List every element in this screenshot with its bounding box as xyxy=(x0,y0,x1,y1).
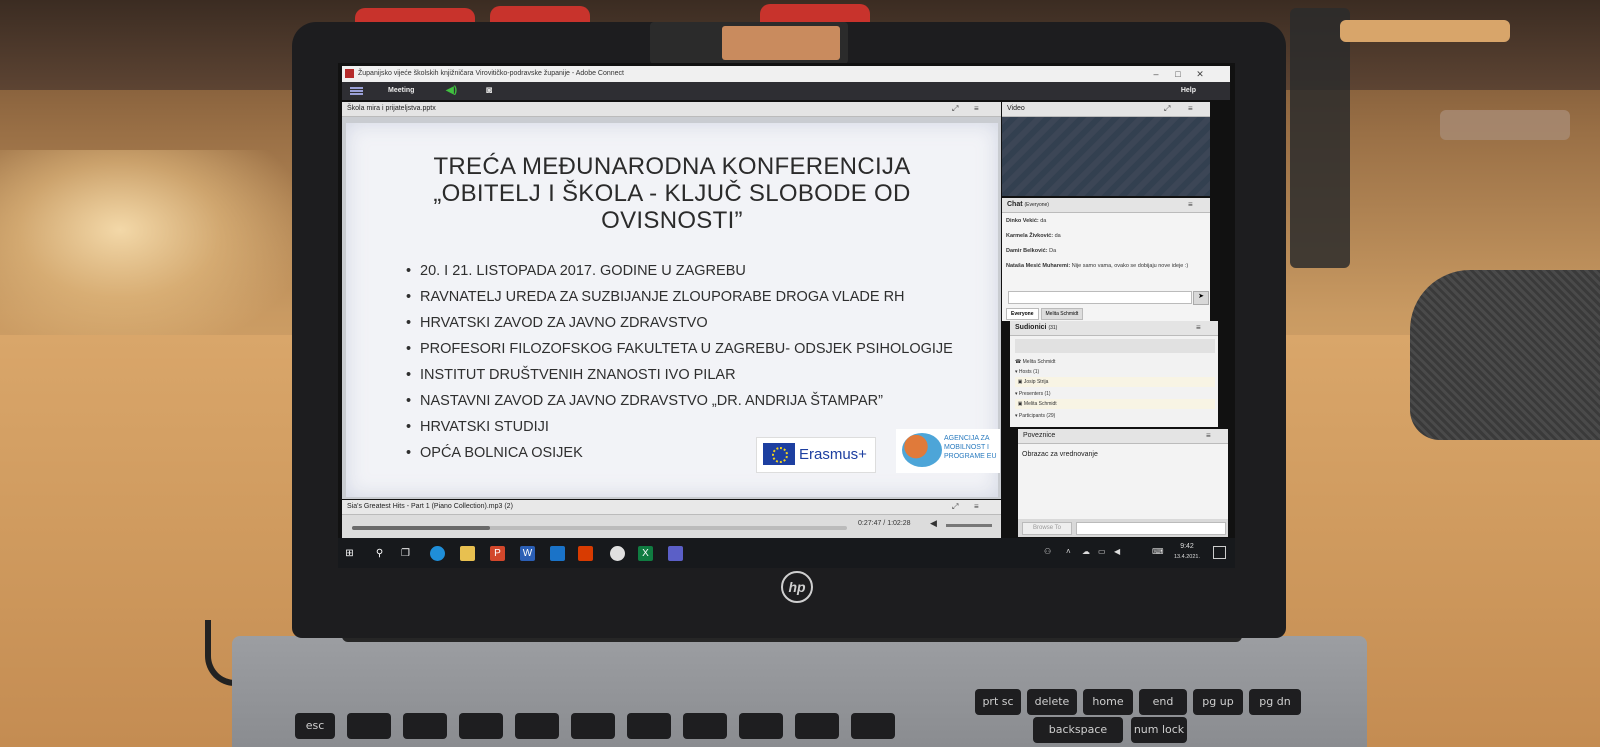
links-pod xyxy=(1018,429,1228,519)
key-pg-up[interactable]: pg up xyxy=(1193,689,1243,715)
tab-private-chat[interactable]: Melita Schmidt xyxy=(1041,308,1084,320)
hamburger-menu-icon[interactable] xyxy=(350,87,363,89)
key-home[interactable]: home xyxy=(1083,689,1133,715)
pod-menu-icon[interactable]: ≡ xyxy=(1188,104,1193,113)
key-backspace[interactable]: backspace xyxy=(1033,717,1123,743)
fullscreen-icon[interactable]: ⤢ xyxy=(952,502,959,511)
floor-light xyxy=(0,150,300,350)
screen xyxy=(338,63,1235,568)
video-pod-header xyxy=(1002,102,1210,117)
list-item: • OPĆA BOLNICA OSIJEK xyxy=(406,445,583,461)
video-area xyxy=(1002,117,1210,196)
edge-icon[interactable] xyxy=(430,546,445,561)
chat-message: Damir Belković: Da xyxy=(1006,248,1057,254)
list-item: • RAVNATELJ UREDA ZA SUZBIJANJE ZLOUPORABE DROGA VLADE RH xyxy=(406,289,905,305)
speaker-icon[interactable]: ◀) xyxy=(446,85,458,96)
teams-icon[interactable] xyxy=(668,546,683,561)
share-pod-header xyxy=(342,102,1001,117)
links-pod-footer xyxy=(1018,519,1228,537)
chevron-up-icon[interactable]: ˄ xyxy=(1066,547,1071,556)
chat-message: Dinko Vekić: da xyxy=(1006,218,1047,224)
volume-icon[interactable]: ◀ xyxy=(930,518,937,528)
list-item: • HRVATSKI STUDIJI xyxy=(406,419,549,435)
chat-tabs xyxy=(1006,308,1085,320)
attendee-group-hosts[interactable]: ▾ Hosts (1) xyxy=(1015,369,1040,375)
meeting-menu[interactable]: Meeting xyxy=(388,87,415,94)
pod-menu-icon[interactable]: ≡ xyxy=(974,502,979,511)
chat-input[interactable] xyxy=(1008,291,1192,304)
erasmus-text: Erasmus+ xyxy=(799,446,867,463)
chat-pod-header xyxy=(1002,198,1210,213)
powerpoint-icon[interactable]: P xyxy=(490,546,505,561)
list-item: • 20. I 21. LISTOPADA 2017. GODINE U ZAGREBU xyxy=(406,263,746,279)
office-icon[interactable] xyxy=(578,546,593,561)
close-button[interactable]: ✕ xyxy=(1196,69,1204,79)
webcam-cover xyxy=(650,22,848,64)
ampeu-logo: AGENCIJA ZA MOBILNOST I PROGRAME EU xyxy=(896,429,1000,473)
file-explorer-icon[interactable] xyxy=(460,546,475,561)
excel-icon[interactable]: X xyxy=(638,546,653,561)
help-menu[interactable]: Help xyxy=(1180,87,1196,94)
key-prt-sc[interactable]: prt sc xyxy=(975,689,1021,715)
media-pod xyxy=(342,500,1001,540)
attendees-pod-header xyxy=(1010,321,1218,336)
window-title: Županijsko vijeće školskih knjižničara Virovitičko-podravske županije - Adobe Connect xyxy=(358,70,625,77)
chat-pod xyxy=(1002,198,1210,321)
background-chair xyxy=(1290,8,1350,268)
key[interactable] xyxy=(515,713,559,739)
app-icon xyxy=(345,69,354,78)
chat-send-button[interactable]: ➤ xyxy=(1193,291,1209,305)
fullscreen-icon[interactable]: ⤢ xyxy=(952,104,959,113)
word-icon[interactable]: W xyxy=(520,546,535,561)
links-pod-title: Poveznice xyxy=(1023,432,1056,439)
key[interactable] xyxy=(795,713,839,739)
browse-to-button[interactable]: Browse To xyxy=(1022,522,1072,535)
share-pod xyxy=(342,102,1001,499)
eu-flag-icon xyxy=(763,443,795,465)
keyboard-icon[interactable]: ⌨ xyxy=(1152,547,1164,556)
cloud-icon[interactable]: ☁ xyxy=(1082,547,1090,556)
key[interactable] xyxy=(459,713,503,739)
media-pod-header xyxy=(342,500,1001,515)
hp-logo: hp xyxy=(781,571,813,603)
video-pod-title: Video xyxy=(1007,105,1025,112)
attendee-group-participants[interactable]: ▾ Participants (29) xyxy=(1015,413,1056,419)
task-view-icon[interactable]: ❐ xyxy=(401,548,410,559)
notification-icon[interactable] xyxy=(1213,546,1226,559)
pod-menu-icon[interactable]: ≡ xyxy=(1188,200,1193,209)
presentation-slide xyxy=(346,123,998,497)
key-pg-dn[interactable]: pg dn xyxy=(1249,689,1301,715)
key-delete[interactable]: delete xyxy=(1027,689,1077,715)
background-table xyxy=(1340,20,1510,42)
list-item: • HRVATSKI ZAVOD ZA JAVNO ZDRAVSTVO xyxy=(406,315,708,331)
keyboard xyxy=(285,685,1365,747)
list-item: • INSTITUT DRUŠTVENIH ZNANOSTI IVO PILAR xyxy=(406,367,736,383)
minimize-button[interactable]: – xyxy=(1153,69,1159,79)
attendee-group-presenters[interactable]: ▾ Presenters (1) xyxy=(1015,391,1051,397)
pod-menu-icon[interactable]: ≡ xyxy=(1196,323,1201,332)
pod-menu-icon[interactable]: ≡ xyxy=(974,104,979,113)
people-icon[interactable]: ⚇ xyxy=(1044,547,1052,556)
attendees-toolbar xyxy=(1015,339,1215,353)
key-end[interactable]: end xyxy=(1139,689,1187,715)
media-progress-bar[interactable] xyxy=(352,526,847,530)
chat-message: Nataša Mesić Muharemi: Nije samo vama, ovako se dobijaju nove ideje :) xyxy=(1006,263,1189,269)
pod-menu-icon[interactable]: ≡ xyxy=(1206,431,1211,440)
key[interactable] xyxy=(683,713,727,739)
background-chair xyxy=(1440,110,1570,140)
key[interactable] xyxy=(851,713,895,739)
key[interactable] xyxy=(739,713,783,739)
system-clock[interactable]: 9:42 13.4.2021. xyxy=(1174,543,1200,560)
list-item: • PROFESORI FILOZOFSKOG FAKULTETA U ZAGREBU- ODSJEK PSIHOLOGIJE xyxy=(406,341,953,357)
link-url-field[interactable] xyxy=(1076,522,1226,535)
attendee-row[interactable]: ▣ Melita Schmidt xyxy=(1015,399,1215,409)
windows-taskbar xyxy=(338,538,1235,568)
key-esc[interactable]: esc xyxy=(295,713,335,739)
outlook-icon[interactable] xyxy=(550,546,565,561)
attendees-pod xyxy=(1010,321,1218,427)
key[interactable] xyxy=(347,713,391,739)
network-icon[interactable]: ▭ xyxy=(1098,547,1106,556)
attendees-pod-title: Sudionici (31) xyxy=(1015,324,1058,331)
media-progress-fill xyxy=(352,526,490,530)
key[interactable] xyxy=(627,713,671,739)
connect-menubar xyxy=(342,82,1230,100)
volume-slider[interactable] xyxy=(946,524,992,527)
chat-pod-title: Chat (Everyone) xyxy=(1007,201,1049,208)
key[interactable] xyxy=(403,713,447,739)
attendee-me[interactable]: ☎ Melita Schmidt xyxy=(1015,359,1056,365)
tab-everyone[interactable]: Everyone xyxy=(1006,308,1039,320)
ampeu-logo-icon xyxy=(902,433,942,467)
slide-title: TREĆA MEĐUNARODNA KONFERENCIJA „OBITELJ I ŠKOLA - KLJUČ SLOBODE OD OVISNOSTI” xyxy=(433,153,911,234)
volume-icon[interactable]: ◀ xyxy=(1114,547,1121,556)
fullscreen-icon[interactable]: ⤢ xyxy=(1164,104,1171,113)
key[interactable] xyxy=(571,713,615,739)
search-icon[interactable]: ⚲ xyxy=(375,548,384,559)
erasmus-logo xyxy=(756,437,876,473)
links-pod-header xyxy=(1018,429,1228,444)
share-pod-title: Škola mira i prijateljstva.pptx xyxy=(347,105,436,112)
key-num-lock[interactable]: num lock xyxy=(1131,717,1187,743)
link-item[interactable]: Obrazac za vrednovanje xyxy=(1022,451,1098,458)
video-pod xyxy=(1002,102,1210,196)
fabric-chair xyxy=(1410,270,1600,440)
start-icon[interactable]: ⊞ xyxy=(345,548,354,559)
webcam-icon[interactable]: ◙ xyxy=(486,85,493,96)
slide-bullets xyxy=(406,258,953,466)
window-titlebar xyxy=(342,66,1230,82)
media-title: Sia's Greatest Hits - Part 1 (Piano Collection).mp3 (2) xyxy=(347,503,513,510)
attendee-row[interactable]: ▣ Josip Strija xyxy=(1015,377,1215,387)
chat-message: Karmela Živković: da xyxy=(1006,233,1061,239)
chrome-icon[interactable] xyxy=(610,546,625,561)
maximize-button[interactable]: □ xyxy=(1175,69,1181,79)
red-chair-seat xyxy=(760,4,870,24)
media-time: 0:27:47 / 1:02:28 xyxy=(858,520,911,527)
list-item: • NASTAVNI ZAVOD ZA JAVNO ZDRAVSTVO „DR. ANDRIJA ŠTAMPAR” xyxy=(406,393,883,409)
chat-messages xyxy=(1006,218,1202,278)
